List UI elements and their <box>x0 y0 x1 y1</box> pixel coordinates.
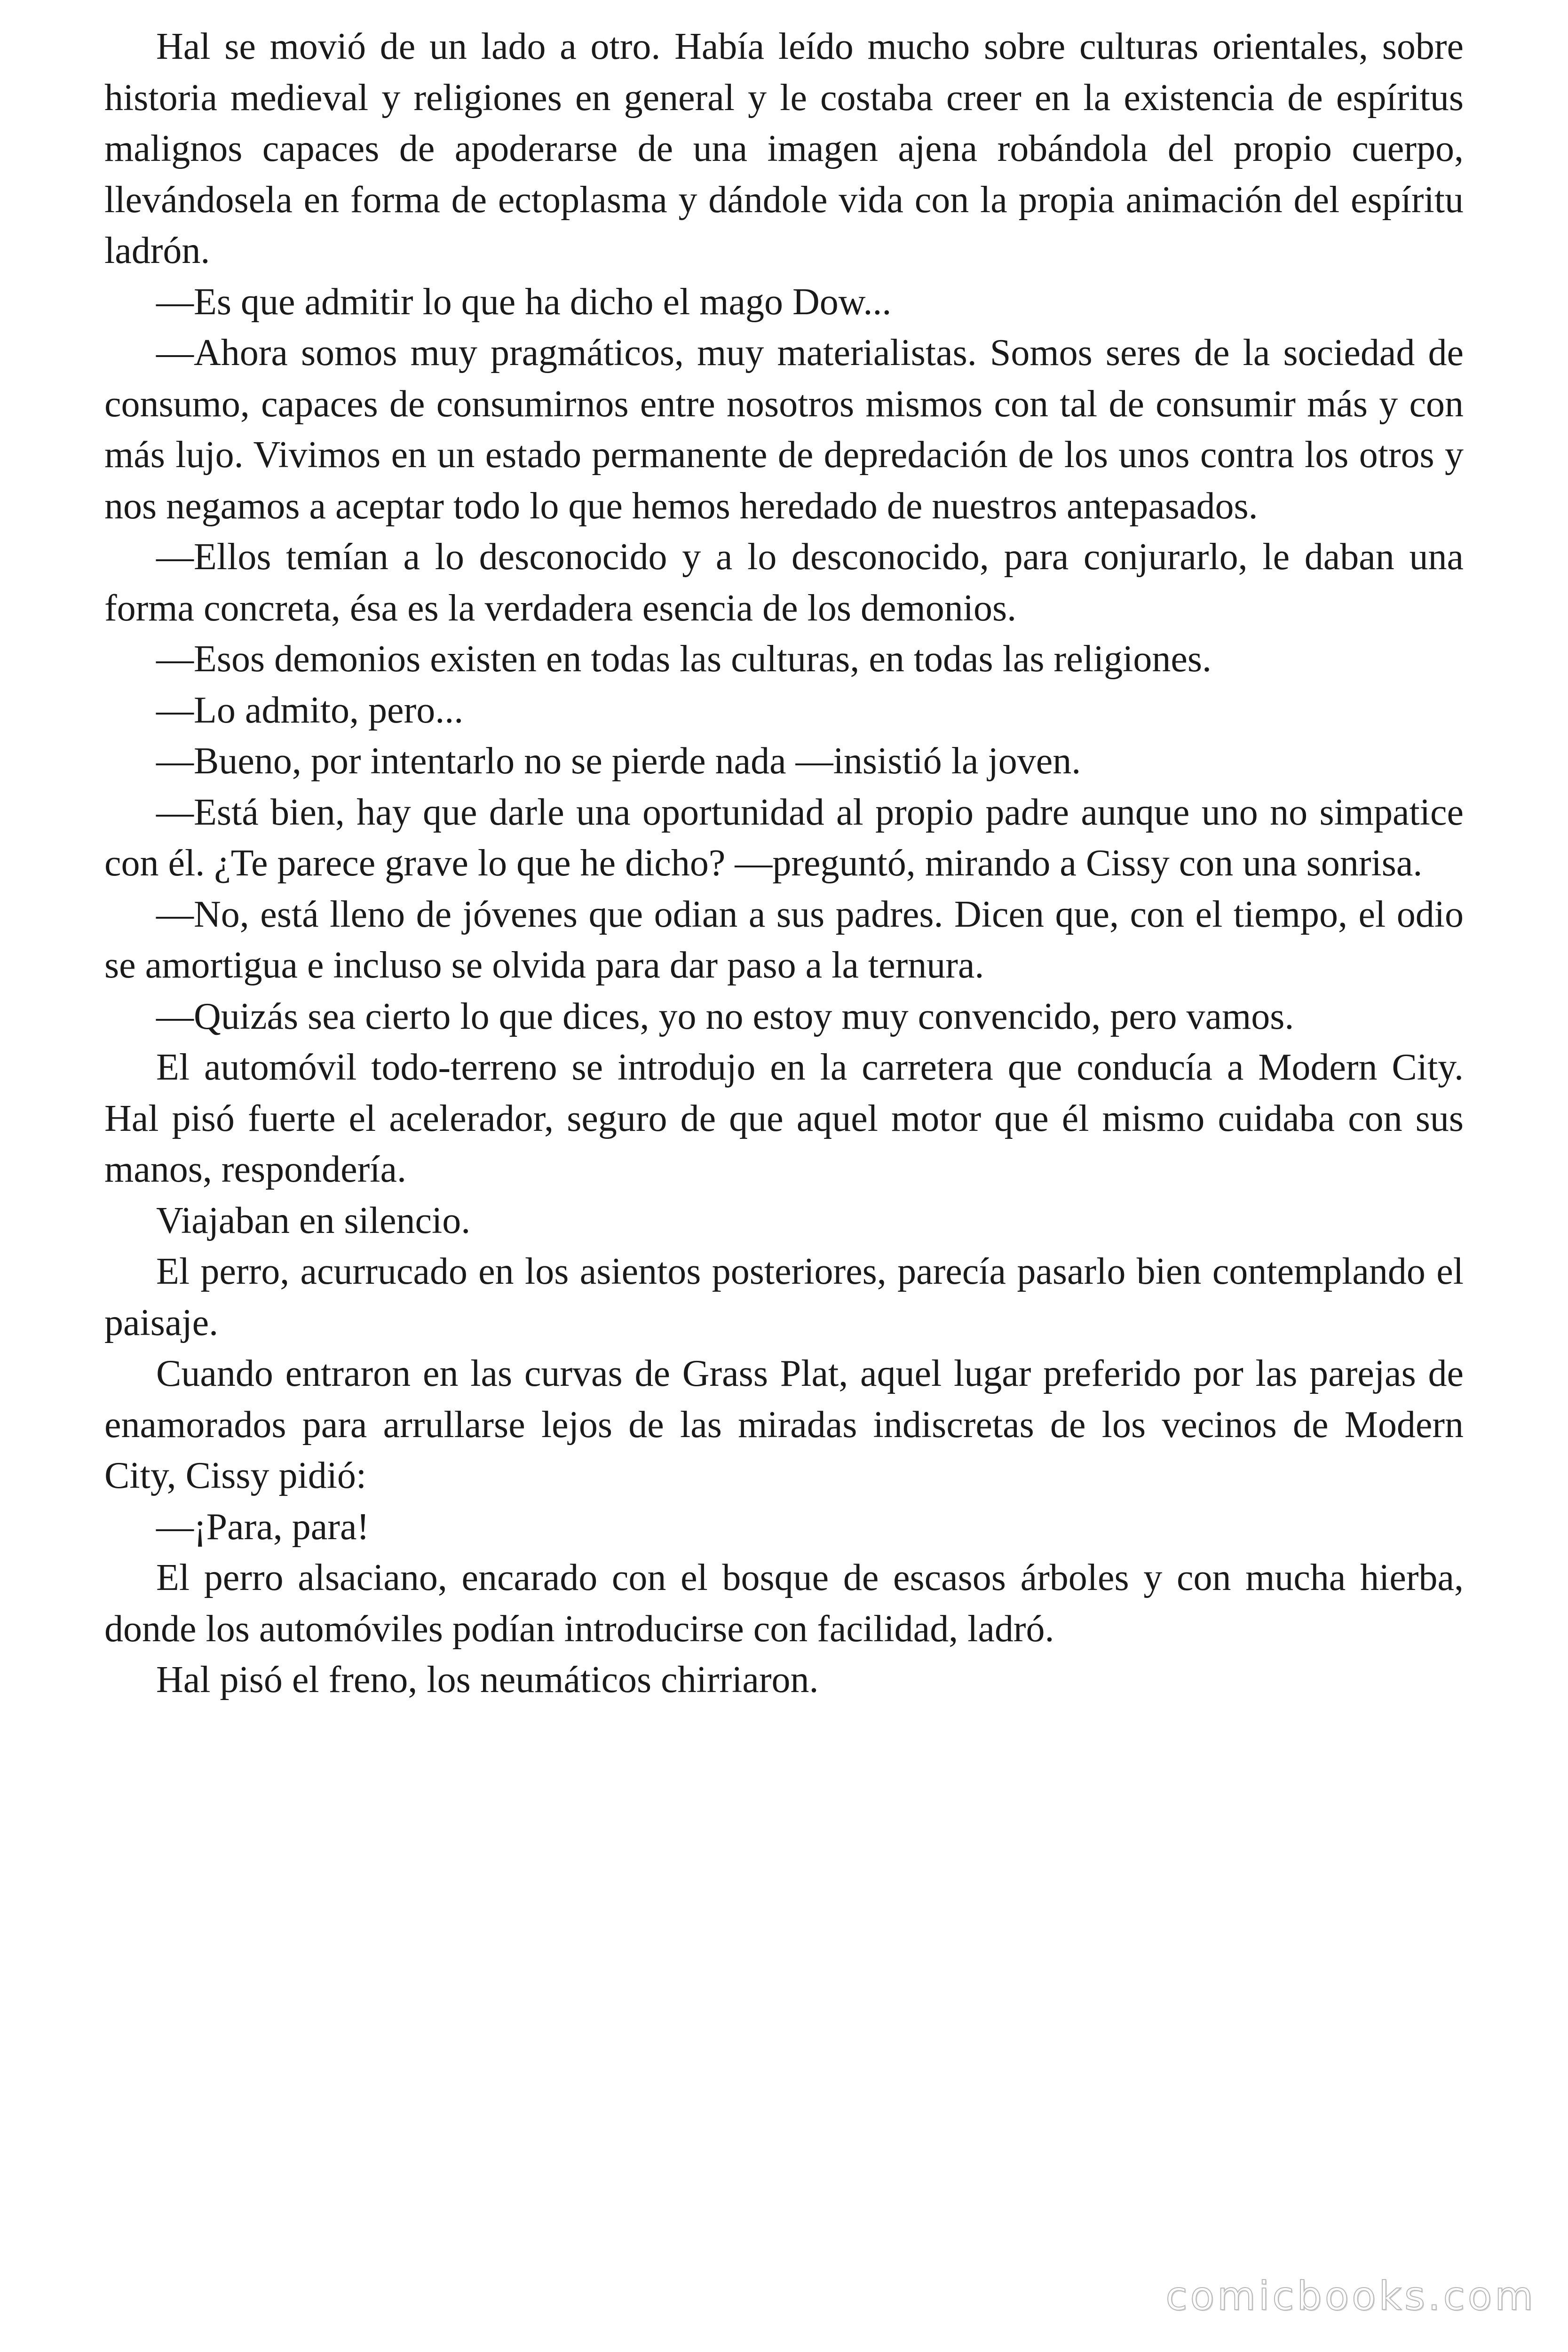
body-text <box>104 21 1464 1706</box>
paragraph: —Está bien, hay que darle una oportunidad al propio padre aunque uno no simpatice con él. ¿Te parece grave lo que he dicho? —preguntó, mirando a Cissy con una sonrisa. <box>104 791 1464 884</box>
paragraph: —Esos demonios existen en todas las culturas, en todas las religiones. <box>156 638 1212 680</box>
paragraph: Hal pisó el freno, los neumáticos chirriaron. <box>156 1659 819 1700</box>
paragraph: Viajaban en silencio. <box>156 1200 471 1241</box>
paragraph: El perro alsaciano, encarado con el bosque de escasos árboles y con mucha hierba, donde los automóviles podían introducirse con facilidad, ladró. <box>104 1557 1464 1650</box>
paragraph: —Ahora somos muy pragmáticos, muy materialistas. Somos seres de la sociedad de consumo, capaces de consumirnos entre nosotros mismos con tal de consumir más y con más lujo. Vivimos en un estado permanente de depredación de los unos contra los otros y nos negamos a aceptar todo lo que hemos heredado de nuestros antepasados. <box>104 332 1464 527</box>
paragraph: —Quizás sea cierto lo que dices, yo no estoy muy convencido, pero vamos. <box>156 995 1294 1037</box>
paragraph: —Bueno, por intentarlo no se pierde nada —insistió la joven. <box>156 740 1081 782</box>
paragraph: —Ellos temían a lo desconocido y a lo desconocido, para conjurarlo, le daban una forma concreta, ésa es la verdadera esencia de los demonios. <box>104 536 1464 629</box>
paragraph: —¡Para, para! <box>156 1506 370 1548</box>
paragraph: El perro, acurrucado en los asientos posteriores, parecía pasarlo bien contemplando el paisaje. <box>104 1251 1464 1343</box>
paragraph: El automóvil todo-terreno se introdujo en la carretera que conducía a Modern City. Hal pisó fuerte el acelerador, seguro de que aquel motor que él mismo cuidaba con sus manos, respondería. <box>104 1047 1464 1190</box>
paragraph: —No, está lleno de jóvenes que odian a sus padres. Dicen que, con el tiempo, el odio se amortigua e incluso se olvida para dar paso a la ternura. <box>104 893 1464 986</box>
paragraph: Hal se movió de un lado a otro. Había leído mucho sobre culturas orientales, sobre historia medieval y religiones en general y le costaba creer en la existencia de espíritus malignos capaces de apoderarse de una imagen ajena robándola del propio cuerpo, llevándosela en forma de ectoplasma y dándole vida con la propia animación del espíritu ladrón. <box>104 26 1464 271</box>
paragraph: Cuando entraron en las curvas de Grass Plat, aquel lugar preferido por las parejas de enamorados para arrullarse lejos de las miradas indiscretas de los vecinos de Modern City, Cissy pidió: <box>104 1353 1464 1496</box>
paragraph: —Lo admito, pero... <box>156 689 464 731</box>
paragraph: —Es que admitir lo que ha dicho el mago Dow... <box>156 281 892 323</box>
watermark: comicbooks.com <box>1165 2273 1536 2319</box>
